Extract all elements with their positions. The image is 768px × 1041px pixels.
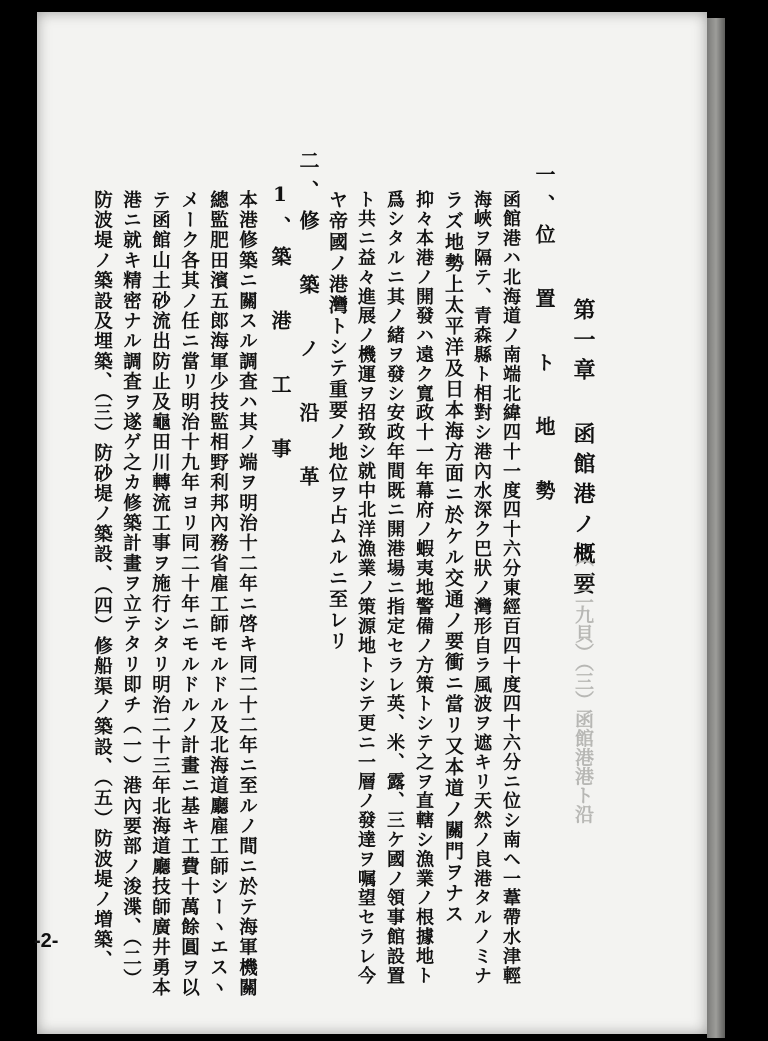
section1-line-7: ヤ帝國ノ港灣トシテ重要ノ地位ヲ占ムルニ至レリ <box>326 190 348 652</box>
page-number: -2- <box>34 930 59 952</box>
section2-line-5: 港ニ就キ精密ナル調査ヲ遂ゲ之カ修築計畫ヲ立テタリ即チ（一）港內要部ノ浚渫、（二） <box>120 190 142 989</box>
section2-line-3: メーク各其ノ任ニ當リ明治十九年ヨリ同二十年ニモルドルノ計畫ニ基キ工費十萬餘圓ヲ以 <box>178 190 200 998</box>
section2-line-6: 防波堤ノ築設及埋築、（三）防砂堤ノ築設、（四）修船渠ノ築設、（五）防波堤ノ増築、 <box>91 190 113 971</box>
section2-line-2: 總監肥田濱五郎海軍少技監相野利邦內務省雇工師モルドル及北海道廳雇工師シーヽエスヽ <box>207 190 229 998</box>
section1-line-5: 爲シタルニ其ノ緒ヲ發シ安政年間既ニ開港場ニ指定セラレ英、米、露、三ケ國ノ領事館設置 <box>384 190 405 986</box>
page-edge <box>707 18 725 1038</box>
section1-line-6: ト共ニ益々進展ノ機運ヲ招致シ就中北洋漁業ノ策源地トシテ更ニ一層ノ發達ヲ嘱望セラレ今 <box>355 190 376 986</box>
section2-heading: 二、修 築 ノ 沿 革 <box>296 150 320 496</box>
section1-line-3: ラズ地勢上太平洋及日本海方面ニ於ケル交通ノ要衝ニ當リ又本道ノ關門ヲナス <box>442 190 464 925</box>
section2-subheading: 1、築 港 工 事 <box>268 182 292 468</box>
section1-line-1: 函館港ハ北海道ノ南端北緯四十一度四十六分東經百四十度四十六分ニ位シ南ヘ一葦帶水津輕 <box>500 190 521 986</box>
section2-line-1: 本港修築ニ關スル調査ハ其ノ端ヲ明治十二年ニ啓キ同二十二年ニ至ルノ間ニ於テ海軍機關 <box>236 190 258 999</box>
section1-heading: 一、位 置 ト 地 勢 <box>532 164 556 510</box>
chapter-title: 第一章 函館港ノ概要 <box>570 298 596 602</box>
faded-header: （一二九貝）（三）函館港港ト沿 <box>572 548 594 824</box>
section2-line-4: テ函館山土砂流出防止及龜田川轉流工事ヲ施行シタリ明治二十三年北海道廳技師廣井勇本 <box>149 190 171 998</box>
section1-line-2: 海峽ヲ隔テ、青森縣ト相對シ港內水深ク巴狀ノ灣形自ラ風波ヲ遮キリ天然ノ良港タルノミナ <box>471 190 492 986</box>
section1-line-4: 抑々本港ノ開發ハ遠ク寬政十一年幕府ノ蝦夷地警備ノ方策トシテ之ヲ直轄シ漁業ノ根據地ト <box>413 190 434 986</box>
